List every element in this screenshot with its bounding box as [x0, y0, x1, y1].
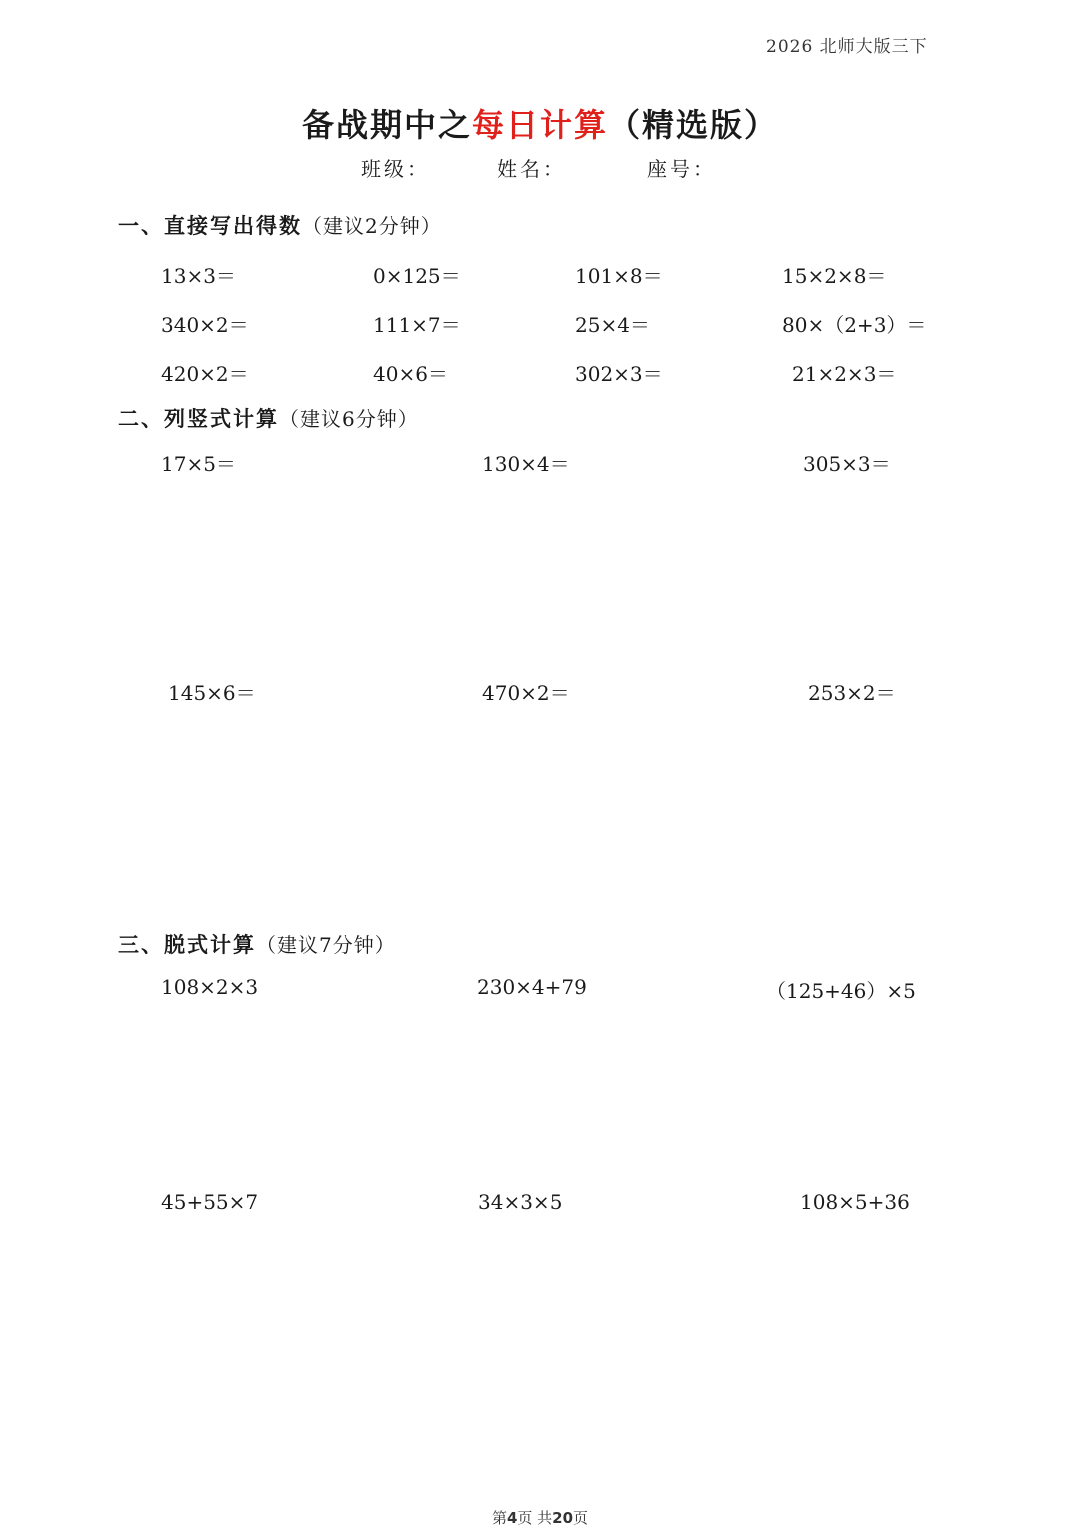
stepwise-problem: 108×5+36	[800, 1190, 910, 1214]
oral-problem: 302×3＝	[575, 362, 663, 386]
footer-prefix: 第	[491, 1509, 507, 1527]
name-field-label: 姓名：	[497, 157, 566, 181]
title-part2: （精选版）	[608, 106, 779, 144]
vertical-problem: 145×6＝	[168, 681, 256, 705]
section2-title: 二、列竖式计算	[118, 407, 279, 431]
stepwise-problem: （125+46）×5	[766, 979, 916, 1003]
section1-hint: （建议2分钟）	[302, 214, 442, 238]
class-field-label: 班级：	[361, 157, 430, 181]
footer-current-page: 4	[506, 1509, 518, 1527]
section2-hint: （建议6分钟）	[279, 407, 419, 431]
vertical-problem: 305×3＝	[803, 452, 891, 476]
seat-field-label: 座号：	[647, 157, 716, 181]
oral-problem: 340×2＝	[161, 313, 249, 337]
oral-problem: 21×2×3＝	[792, 362, 897, 386]
section1-heading	[118, 210, 442, 240]
title-highlight: 每日计算	[471, 106, 608, 144]
stepwise-problem: 108×2×3	[161, 975, 259, 999]
section1-title: 一、直接写出得数	[118, 214, 302, 238]
footer-middle: 页 共	[517, 1509, 553, 1527]
vertical-problem: 253×2＝	[808, 681, 896, 705]
oral-problem: 40×6＝	[373, 362, 448, 386]
section3-title: 三、脱式计算	[118, 933, 256, 957]
document-title	[0, 100, 1080, 146]
oral-problem: 15×2×8＝	[782, 264, 887, 288]
oral-problem: 80×（2+3）＝	[782, 313, 927, 337]
section3-hint: （建议7分钟）	[256, 933, 396, 957]
page-number-footer	[0, 1507, 1080, 1528]
vertical-problem: 470×2＝	[482, 681, 570, 705]
oral-problem: 13×3＝	[161, 264, 236, 288]
footer-total-pages: 20	[552, 1509, 574, 1527]
oral-problem: 25×4＝	[575, 313, 650, 337]
footer-suffix: 页	[573, 1509, 589, 1527]
title-part1: 备战期中之	[301, 106, 472, 144]
stepwise-problem: 230×4+79	[477, 975, 587, 999]
stepwise-problem: 45+55×7	[161, 1190, 259, 1214]
document-edition-label: 2026 北师大版三下	[766, 37, 928, 57]
oral-problem: 0×125＝	[373, 264, 461, 288]
section3-heading	[118, 929, 396, 959]
oral-problem: 111×7＝	[373, 313, 461, 337]
vertical-problem: 17×5＝	[161, 452, 236, 476]
section2-heading	[118, 403, 419, 433]
vertical-problem: 130×4＝	[482, 452, 570, 476]
oral-problem: 101×8＝	[575, 264, 663, 288]
oral-problem: 420×2＝	[161, 362, 249, 386]
stepwise-problem: 34×3×5	[478, 1190, 563, 1214]
